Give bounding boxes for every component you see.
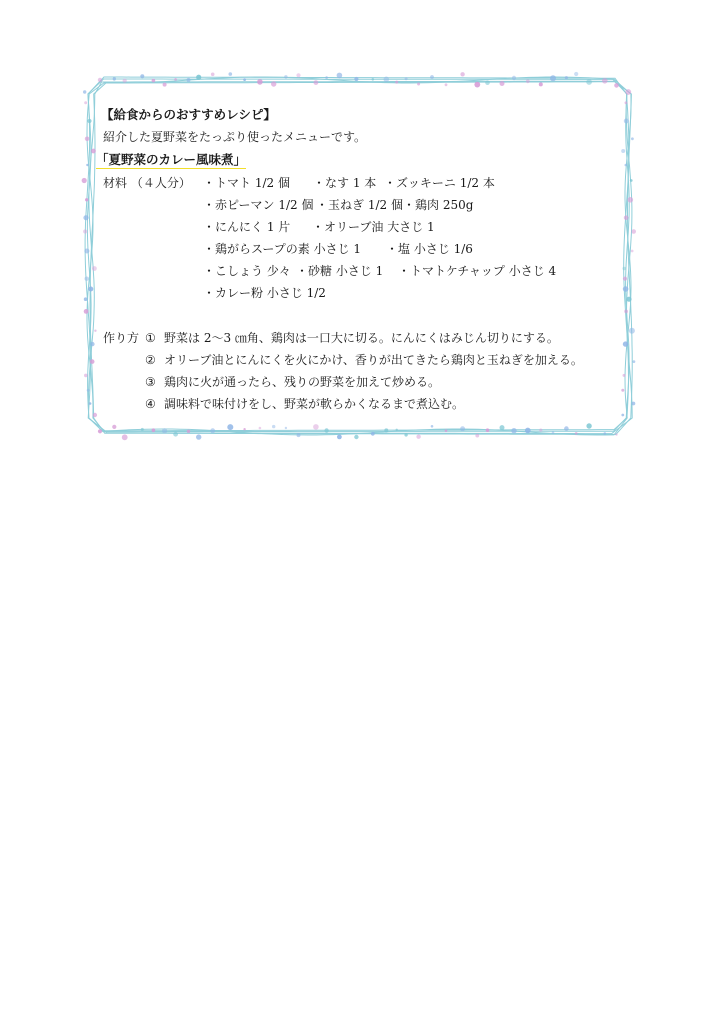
ingredient-item: ・塩 小さじ 1/6 <box>386 242 473 256</box>
step-text: オリーブ油とにんにくを火にかけ、香りが出てきたら鶏肉と玉ねぎを加える。 <box>164 353 583 367</box>
recipe-title: 「夏野菜のカレー風味煮」 <box>96 152 247 167</box>
ingredient-item: ・ズッキーニ 1/2 本 <box>384 176 495 190</box>
ingredient-item: ・オリーブ油 大さじ 1 <box>312 220 435 234</box>
section-heading: 【給食からのおすすめレシピ】 <box>101 107 276 122</box>
ingredient-item: ・なす 1 本 <box>313 176 377 190</box>
ingredient-item: ・にんにく 1 片 <box>203 220 291 234</box>
ingredient-item: ・トマト 1/2 個 <box>203 176 290 190</box>
step-number: ② <box>145 353 156 367</box>
ingredient-item: ・トマトケチャップ 小さじ 4 <box>398 264 557 278</box>
step-number: ① <box>145 331 156 345</box>
ingredient-item: ・こしょう 少々 <box>203 264 291 278</box>
ingredients-label: 材料 （４人分） <box>103 176 191 190</box>
ingredient-item: ・赤ピーマン 1/2 個 <box>203 198 314 212</box>
ingredient-item: ・砂糖 小さじ 1 <box>296 264 384 278</box>
step-text: 野菜は 2～3 ㎝角、鶏肉は一口大に切る。にんにくはみじん切りにする。 <box>164 331 559 345</box>
step-number: ③ <box>145 375 156 389</box>
step-text: 調味料で味付けをし、野菜が軟らかくなるまで煮込む。 <box>164 397 465 411</box>
step-text: 鶏肉に火が通ったら、残りの野菜を加えて炒める。 <box>164 375 441 389</box>
method-label: 作り方 <box>103 331 140 345</box>
ingredient-item: ・カレー粉 小さじ 1/2 <box>203 286 326 300</box>
ingredient-item: ・玉ねぎ 1/2 個 <box>316 198 403 212</box>
ingredient-item: ・鶏がらスープの素 小さじ 1 <box>203 242 362 256</box>
ingredient-item: ・鶏肉 250g <box>403 198 474 212</box>
intro-text: 紹介した夏野菜をたっぷり使ったメニューです。 <box>103 130 367 144</box>
step-number: ④ <box>145 397 156 411</box>
